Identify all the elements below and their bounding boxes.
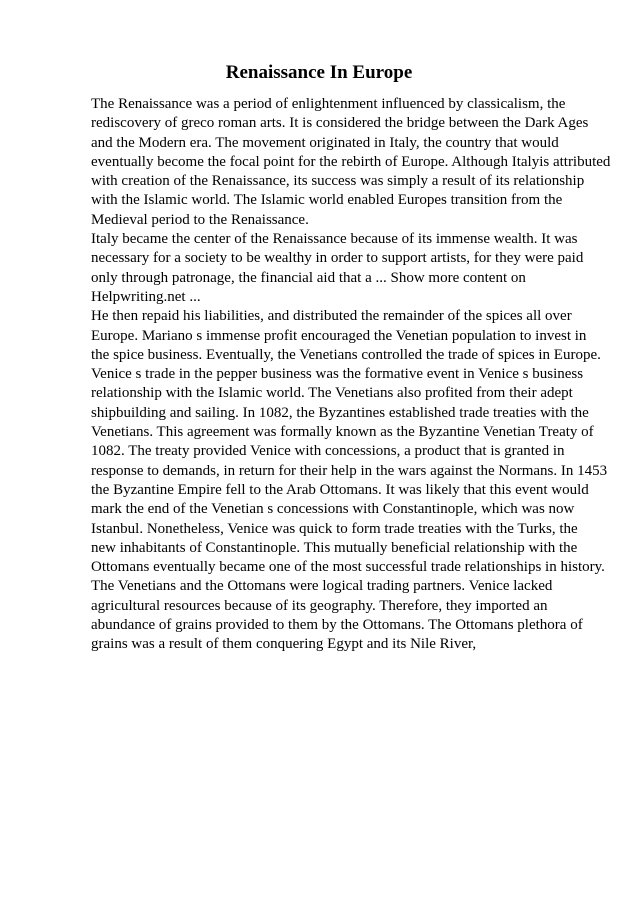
text-line: Istanbul. Nonetheless, Venice was quick to form trade treaties with the Turks, the: [91, 520, 578, 537]
text-line: relationship with the Islamic world. The Venetians also profited from their adept: [91, 385, 573, 402]
text-line: Venetians. This agreement was formally known as the Byzantine Venetian Treaty of: [91, 424, 594, 441]
text-line: and the Modern era. The movement originated in Italy, the country that would: [91, 134, 559, 151]
text-line: the Byzantine Empire fell to the Arab Ottomans. It was likely that this event would: [91, 481, 589, 498]
text-line: mark the end of the Venetian s concessions with Constantinople, which was now: [91, 501, 575, 518]
text-line: The Venetians and the Ottomans were logical trading partners. Venice lacked: [91, 578, 553, 595]
text-line: Helpwriting.net ...: [91, 288, 201, 305]
text-line: He then repaid his liabilities, and distributed the remainder of the spices all over: [91, 308, 572, 325]
text-line: abundance of grains provided to them by the Ottomans. The Ottomans plethora of: [91, 617, 583, 634]
document-body: [91, 95, 611, 655]
text-line: Italy became the center of the Renaissance because of its immense wealth. It was: [91, 231, 578, 248]
text-line: the spice business. Eventually, the Venetians controlled the trade of spices in Europe.: [91, 346, 601, 363]
text-line: with the Islamic world. The Islamic world enabled Europes transition from the: [91, 192, 563, 209]
text-line: only through patronage, the financial aid that a ... Show more content on: [91, 269, 526, 286]
text-line: 1082. The treaty provided Venice with concessions, a product that is granted in: [91, 443, 565, 460]
text-line: The Renaissance was a period of enlightenment influenced by classicalism, the: [91, 96, 566, 112]
text-line: Medieval period to the Renaissance.: [91, 211, 309, 228]
text-line: eventually become the focal point for the rebirth of Europe. Although Italyis attributed: [91, 153, 611, 170]
text-line: new inhabitants of Constantinople. This mutually beneficial relationship with the: [91, 539, 578, 556]
document-title: Renaissance In Europe: [225, 62, 413, 83]
text-line: agricultural resources because of its geography. Therefore, they imported an: [91, 597, 548, 614]
text-line: Europe. Mariano s immense profit encouraged the Venetian population to invest in: [91, 327, 587, 344]
text-line: Venice s trade in the pepper business was the formative event in Venice s business: [91, 366, 584, 383]
text-line: with creation of the Renaissance, its success was simply a result of its relationship: [91, 173, 585, 190]
text-line: necessary for a society to be wealthy in order to support artists, for they were paid: [91, 250, 584, 267]
text-line: Ottomans eventually became one of the most successful trade relationships in history.: [91, 559, 605, 576]
text-line: shipbuilding and sailing. In 1082, the Byzantines established trade treaties with the: [91, 404, 589, 421]
text-line: response to demands, in return for their help in the wars against the Normans. In 1453: [91, 462, 608, 479]
text-line: grains was a result of them conquering Egypt and its Nile River,: [91, 636, 477, 653]
text-line: rediscovery of greco roman arts. It is considered the bridge between the Dark Ages: [91, 115, 589, 132]
